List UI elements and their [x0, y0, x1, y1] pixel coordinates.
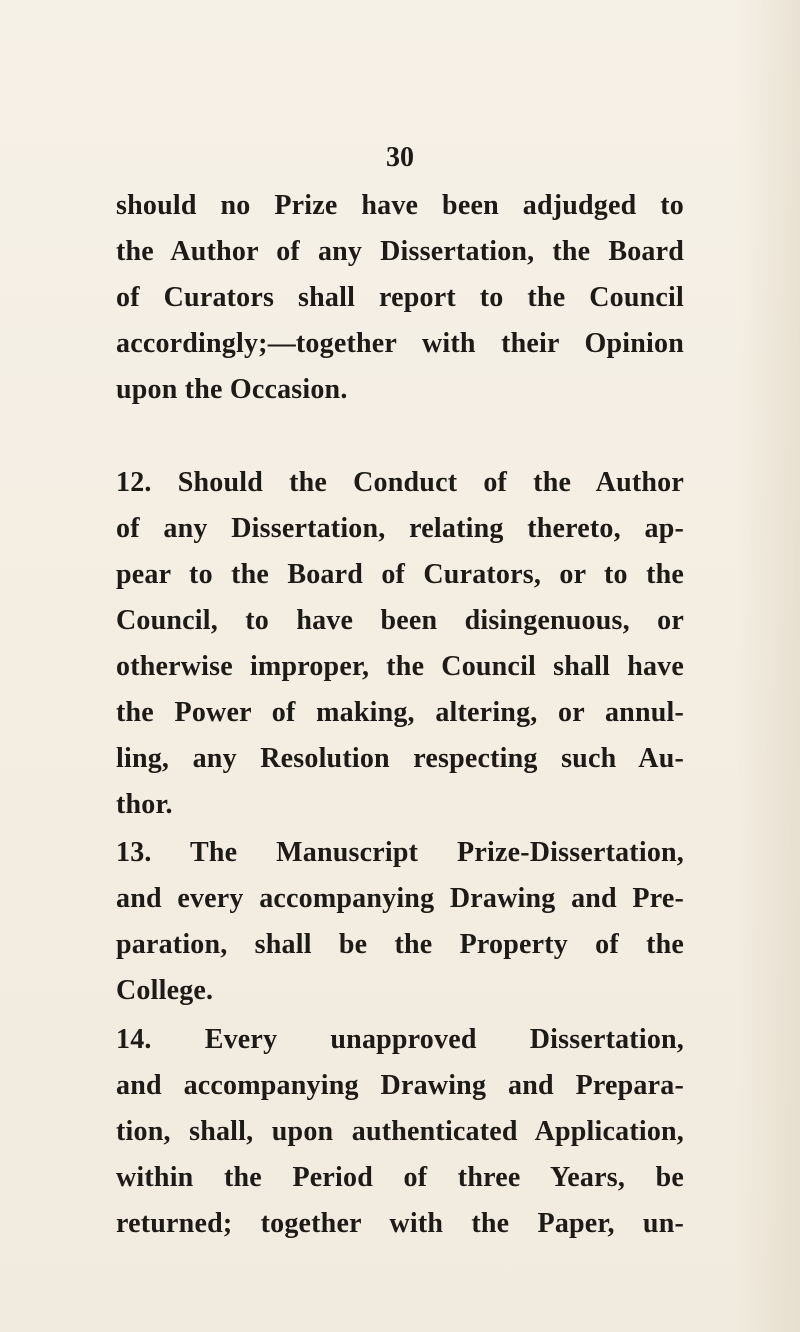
text-line: upon the Occasion.: [116, 374, 348, 405]
text-line: of Curators shall report to the Council: [116, 282, 684, 313]
text-line: the Author of any Dissertation, the Board: [116, 236, 684, 267]
text-line: and every accompanying Drawing and Pre-: [116, 883, 684, 914]
page-number: 30: [386, 142, 414, 173]
text-line: tion, shall, upon authenticated Application,: [116, 1116, 684, 1147]
text-line: thor.: [116, 789, 173, 820]
text-line: 14. Every unapproved Dissertation,: [116, 1024, 684, 1055]
text-line: the Power of making, altering, or annul-: [116, 697, 684, 728]
text-line: should no Prize have been adjudged to: [116, 190, 684, 221]
text-line: College.: [116, 975, 214, 1006]
text-line: ling, any Resolution respecting such Au-: [116, 743, 684, 774]
text-line: 13. The Manuscript Prize-Dissertation,: [116, 837, 684, 868]
text-line: otherwise improper, the Council shall have: [116, 651, 684, 682]
text-line: paration, shall be the Property of the: [116, 929, 684, 960]
paragraph-rule-14: [116, 1017, 684, 1247]
text-line: of any Dissertation, relating thereto, ap-: [116, 513, 684, 544]
paragraph-rule-12: [116, 460, 684, 828]
text-line: 12. Should the Conduct of the Author: [116, 467, 684, 498]
text-line: returned; together with the Paper, un-: [116, 1208, 684, 1239]
text-line: within the Period of three Years, be: [116, 1162, 684, 1193]
text-line: accordingly;—together with their Opinion: [116, 328, 684, 359]
text-line: Council, to have been disingenuous, or: [116, 605, 684, 636]
text-line: pear to the Board of Curators, or to the: [116, 559, 684, 590]
text-line: and accompanying Drawing and Prepara-: [116, 1070, 684, 1101]
paragraph-continuation: [116, 183, 684, 413]
paragraph-rule-13: [116, 830, 684, 1014]
